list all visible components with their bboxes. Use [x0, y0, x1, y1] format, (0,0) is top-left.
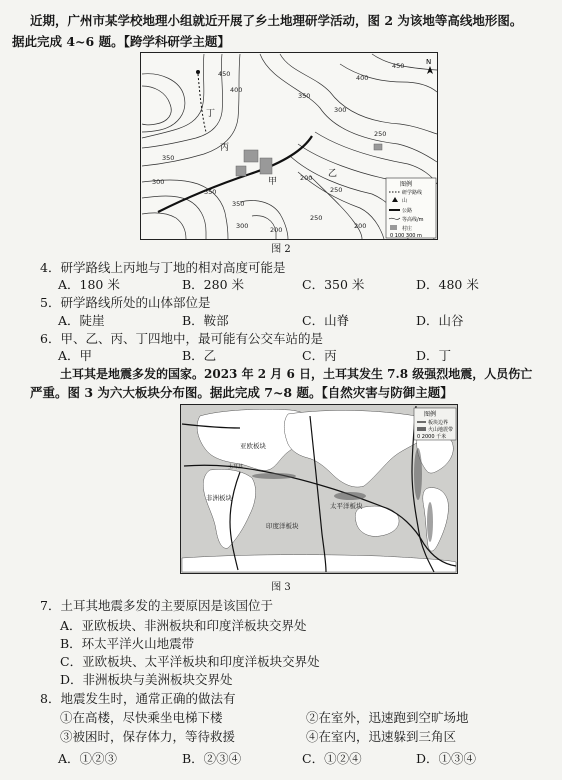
q4-option-c[interactable]: C．350 米	[302, 277, 365, 292]
q8-item-4: ④在室内，迅速躲到三角区	[306, 729, 457, 744]
svg-text:200: 200	[300, 174, 313, 182]
svg-text:200: 200	[354, 222, 367, 230]
plate-map	[180, 404, 458, 574]
q6-option-c[interactable]: C．丙	[302, 348, 337, 363]
place-bing: 丙	[220, 143, 230, 153]
place-jia: 甲	[268, 177, 278, 187]
svg-text:350: 350	[298, 92, 311, 100]
intro2-line2: 严重。图 3 为六大板块分布图。据此完成 7~8 题。【自然灾害与防御主题】	[30, 385, 453, 400]
plate-label-pacific: 太平洋板块	[330, 502, 363, 510]
turkey-label: 土耳其	[228, 464, 244, 470]
svg-text:等高线/m: 等高线/m	[402, 217, 424, 223]
svg-text:250: 250	[330, 186, 343, 194]
q5-option-b[interactable]: B．鞍部	[182, 313, 229, 328]
svg-text:公路: 公路	[402, 208, 413, 214]
q7-option-b[interactable]: B．环太平洋火山地震带	[60, 636, 195, 651]
q5-option-c[interactable]: C．山脊	[302, 313, 350, 328]
svg-text:300: 300	[152, 178, 165, 186]
q4-option-b[interactable]: B．280 米	[182, 277, 245, 292]
svg-text:250: 250	[374, 130, 387, 138]
svg-text:板块边界: 板块边界	[428, 420, 449, 426]
q7-stem: 7．土耳其地震多发的主要原因是该国位于	[40, 598, 273, 613]
q5-stem: 5．研学路线所处的山体部位是	[40, 295, 211, 310]
plate-label-indian: 印度洋板块	[266, 522, 299, 530]
svg-text:0 2000 千米: 0 2000 千米	[417, 434, 447, 440]
legend1-title: 图例	[400, 181, 413, 188]
intro2-line1: 土耳其是地震多发的国家。2023 年 2 月 6 日，土耳其发生 7.8 级强烈地震，人员伤亡	[60, 367, 533, 381]
svg-text:450: 450	[218, 70, 231, 78]
q7-option-d[interactable]: D．非洲板块与美洲板块交界处	[60, 672, 233, 687]
q8-option-b[interactable]: B．②③④	[182, 751, 242, 766]
q8-item-1: ①在高楼，尽快乘坐电梯下楼	[60, 710, 223, 725]
q8-option-d[interactable]: D．①③④	[416, 751, 477, 766]
svg-text:350: 350	[162, 154, 175, 162]
svg-text:350: 350	[232, 200, 245, 208]
q8-stem: 8．地震发生时，通常正确的做法有	[40, 691, 236, 706]
figure3-caption: 图 3	[271, 582, 291, 593]
q8-option-c[interactable]: C．①②④	[302, 751, 362, 766]
figure2-caption: 图 2	[271, 244, 291, 255]
q5-option-d[interactable]: D．山谷	[416, 313, 464, 328]
intro1-line1: 近期，广州市某学校地理小组就近开展了乡土地理研学活动，图 2 为该地等高线地形图。	[30, 13, 523, 28]
q8-option-a[interactable]: A．①②③	[58, 751, 118, 766]
contour-map	[140, 52, 438, 240]
q7-option-a[interactable]: A．亚欧板块、非洲板块和印度洋板块交界处	[60, 618, 307, 633]
svg-text:0 100 300 m: 0 100 300 m	[390, 233, 422, 239]
q4-stem: 4．研学路线上丙地与丁地的相对高度可能是	[40, 260, 286, 275]
svg-text:350: 350	[204, 188, 217, 196]
q8-item-3: ③被困时，保存体力，等待救援	[60, 729, 236, 744]
q5-option-a[interactable]: A．陡崖	[58, 313, 105, 328]
svg-text:火山地震带: 火山地震带	[428, 427, 454, 433]
plate-label-eurasian: 亚欧板块	[240, 442, 266, 450]
q6-option-d[interactable]: D．丁	[416, 348, 452, 363]
svg-text:450: 450	[392, 62, 405, 70]
intro1-line2: 据此完成 4~6 题。【跨学科研学主题】	[12, 34, 230, 49]
place-ding: 丁	[206, 109, 216, 119]
svg-text:200: 200	[270, 226, 283, 234]
place-yi: 乙	[328, 169, 338, 179]
svg-text:250: 250	[310, 214, 323, 222]
svg-text:研学路线: 研学路线	[402, 190, 423, 196]
svg-text:400: 400	[356, 74, 369, 82]
q6-stem: 6．甲、乙、丙、丁四地中，最可能有公交车站的是	[40, 331, 323, 346]
q4-option-a[interactable]: A．180 米	[58, 277, 120, 292]
legend2-title: 图例	[424, 411, 437, 418]
q7-option-c[interactable]: C．亚欧板块、太平洋板块和印度洋板块交界处	[60, 654, 320, 669]
q4-option-d[interactable]: D．480 米	[416, 277, 479, 292]
svg-text:村庄: 村庄	[402, 226, 413, 232]
svg-text:山: 山	[402, 198, 408, 204]
svg-text:300: 300	[236, 222, 249, 230]
north-label: N	[426, 58, 432, 66]
q6-option-b[interactable]: B．乙	[182, 348, 217, 363]
plate-label-african: 非洲板块	[206, 494, 232, 502]
q8-item-2: ②在室外，迅速跑到空旷场地	[306, 710, 469, 725]
svg-text:300: 300	[334, 106, 347, 114]
svg-text:400: 400	[230, 86, 243, 94]
q6-option-a[interactable]: A．甲	[58, 348, 93, 363]
